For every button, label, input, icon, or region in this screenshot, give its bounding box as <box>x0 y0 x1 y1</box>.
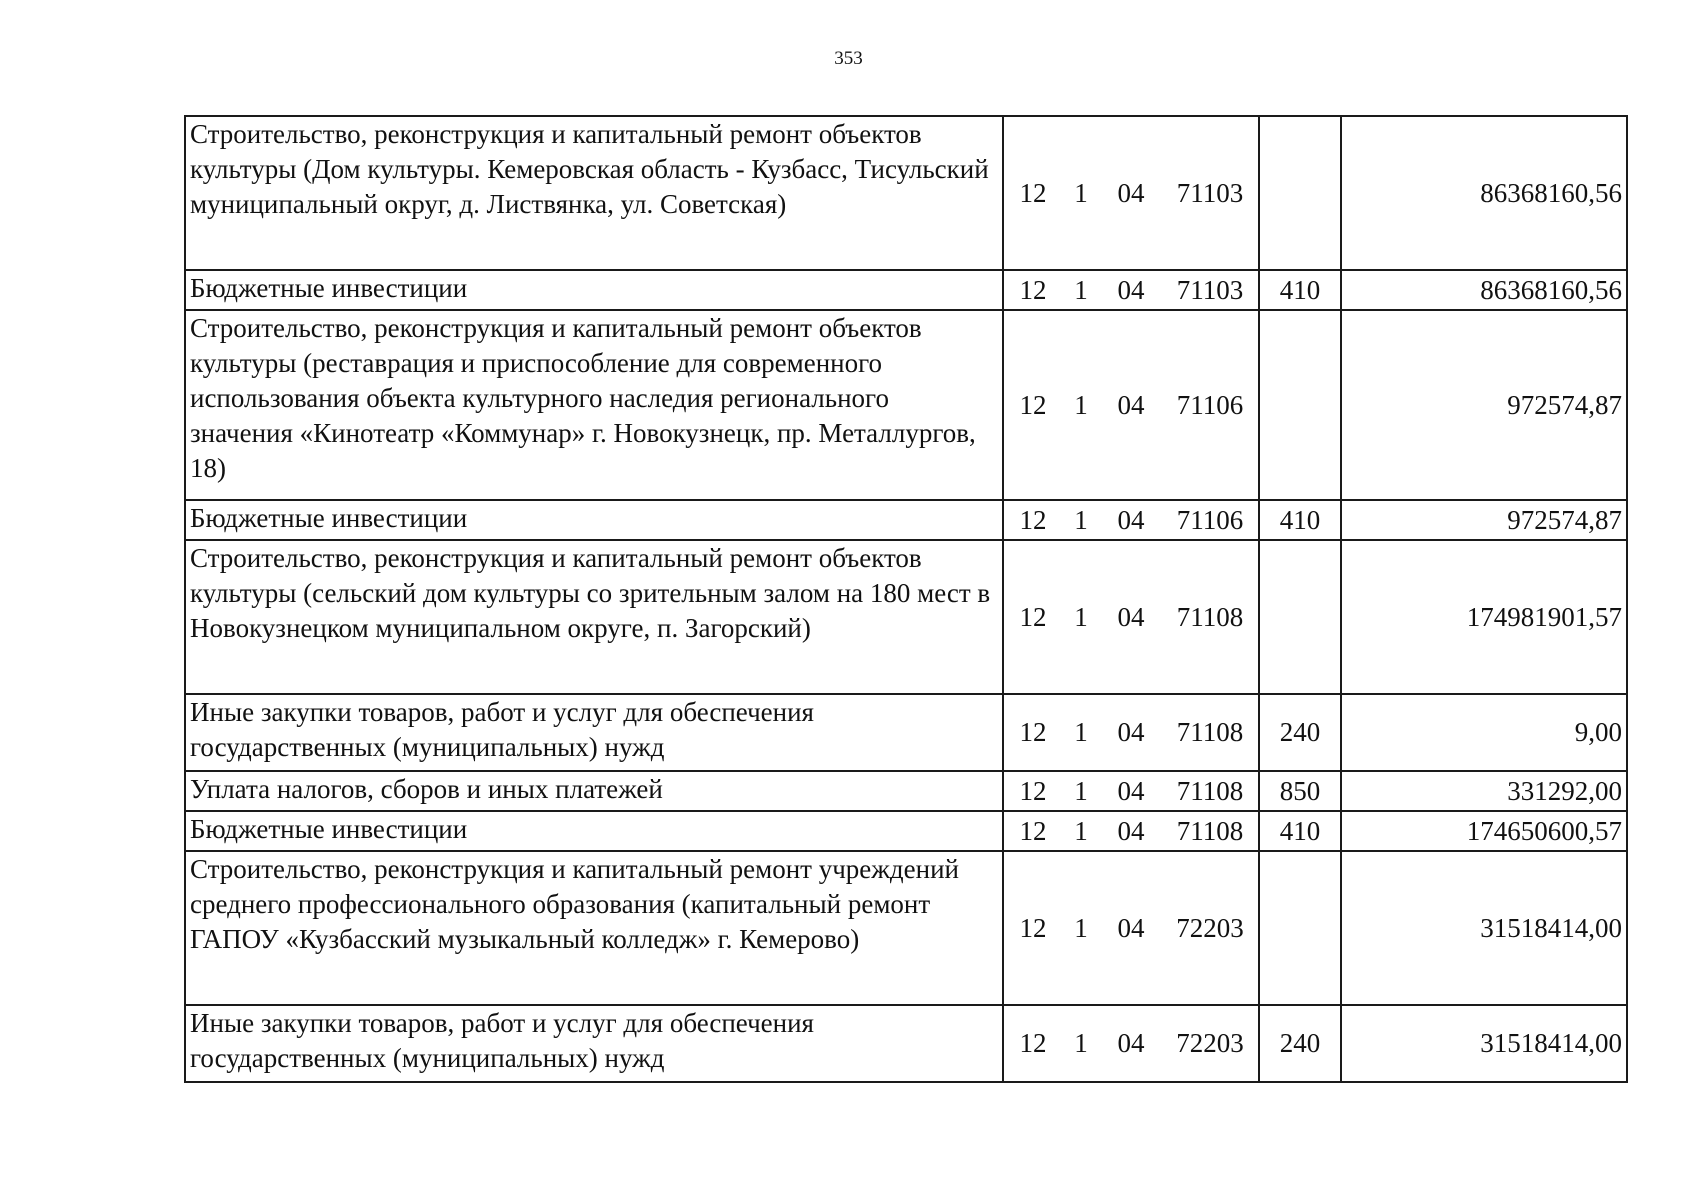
table-row <box>185 270 1627 310</box>
page-number: 353 <box>834 48 863 69</box>
code-program: 1 <box>1074 601 1088 632</box>
table-row <box>185 1005 1627 1082</box>
classification-codes <box>1003 116 1259 270</box>
code-direction: 71103 <box>1176 274 1244 305</box>
table-row <box>185 811 1627 851</box>
code-program: 1 <box>1074 815 1088 846</box>
classification-codes <box>1003 811 1259 851</box>
expense-kind: 410 <box>1259 270 1341 310</box>
item-name: Строительство, реконструкция и капитальный ремонт объектов культуры (Дом культуры. Кемеровская область - Кузбасс, Тисульский муниципальный округ, д. Листвянка, ул. Советская) <box>185 116 1003 270</box>
code-direction: 71106 <box>1176 504 1244 535</box>
code-direction: 71103 <box>1176 177 1244 208</box>
code-subprogram: 04 <box>1117 389 1145 420</box>
amount: 31518414,00 <box>1341 1005 1627 1082</box>
classification-codes <box>1003 771 1259 811</box>
code-direction: 71106 <box>1176 389 1244 420</box>
code-chapter: 12 <box>1019 912 1047 943</box>
code-direction: 71108 <box>1176 717 1244 747</box>
classification-codes <box>1003 310 1259 500</box>
item-name: Иные закупки товаров, работ и услуг для обеспечения государственных (муниципальных) нужд <box>185 694 1003 771</box>
amount: 86368160,56 <box>1341 270 1627 310</box>
amount: 31518414,00 <box>1341 851 1627 1005</box>
code-chapter: 12 <box>1019 274 1047 305</box>
item-name: Строительство, реконструкция и капитальный ремонт объектов культуры (сельский дом культуры со зрительным залом на 180 мест в Новокузнецком муниципальном округе, п. Загорский) <box>185 540 1003 694</box>
item-name: Иные закупки товаров, работ и услуг для обеспечения государственных (муниципальных) нужд <box>185 1005 1003 1082</box>
classification-codes <box>1003 270 1259 310</box>
classification-codes <box>1003 694 1259 771</box>
code-program: 1 <box>1074 775 1088 806</box>
code-program: 1 <box>1074 177 1088 208</box>
code-subprogram: 04 <box>1117 601 1145 632</box>
code-program: 1 <box>1074 912 1088 943</box>
code-subprogram: 04 <box>1117 1028 1145 1058</box>
amount: 972574,87 <box>1341 500 1627 540</box>
amount: 174981901,57 <box>1341 540 1627 694</box>
code-program: 1 <box>1074 717 1088 747</box>
table-row <box>185 500 1627 540</box>
classification-codes <box>1003 500 1259 540</box>
classification-codes <box>1003 540 1259 694</box>
expense-kind: 410 <box>1259 500 1341 540</box>
expense-kind <box>1259 540 1341 694</box>
code-subprogram: 04 <box>1117 274 1145 305</box>
code-subprogram: 04 <box>1117 775 1145 806</box>
code-program: 1 <box>1074 274 1088 305</box>
table-row <box>185 310 1627 500</box>
classification-codes <box>1003 1005 1259 1082</box>
item-name: Строительство, реконструкция и капитальный ремонт объектов культуры (реставрация и приспособление для современного использования объекта культурного наследия регионального значения «Кинотеатр «Коммунар» г. Новокузнецк, пр. Металлургов, 18) <box>185 310 1003 500</box>
amount: 86368160,56 <box>1341 116 1627 270</box>
table-row <box>185 540 1627 694</box>
code-subprogram: 04 <box>1117 717 1145 747</box>
table-row <box>185 771 1627 811</box>
code-chapter: 12 <box>1019 504 1047 535</box>
item-name: Строительство, реконструкция и капитальный ремонт учреждений среднего профессионального образования (капитальный ремонт ГАПОУ «Кузбасский музыкальный колледж» г. Кемерово) <box>185 851 1003 1005</box>
expense-kind <box>1259 116 1341 270</box>
code-program: 1 <box>1074 389 1088 420</box>
code-subprogram: 04 <box>1117 815 1145 846</box>
code-direction: 71108 <box>1176 775 1244 806</box>
expense-kind: 850 <box>1259 771 1341 811</box>
code-direction: 72203 <box>1176 912 1244 943</box>
expense-kind <box>1259 310 1341 500</box>
expense-kind: 410 <box>1259 811 1341 851</box>
amount: 972574,87 <box>1341 310 1627 500</box>
amount: 331292,00 <box>1341 771 1627 811</box>
code-chapter: 12 <box>1019 1028 1047 1058</box>
code-program: 1 <box>1074 504 1088 535</box>
code-direction: 71108 <box>1176 601 1244 632</box>
table-row <box>185 694 1627 771</box>
code-chapter: 12 <box>1019 177 1047 208</box>
classification-codes <box>1003 851 1259 1005</box>
item-name: Бюджетные инвестиции <box>185 811 1003 851</box>
code-subprogram: 04 <box>1117 177 1145 208</box>
code-chapter: 12 <box>1019 815 1047 846</box>
code-chapter: 12 <box>1019 775 1047 806</box>
amount: 9,00 <box>1341 694 1627 771</box>
item-name: Бюджетные инвестиции <box>185 500 1003 540</box>
table-row <box>185 851 1627 1005</box>
expense-kind: 240 <box>1259 694 1341 771</box>
code-program: 1 <box>1074 1028 1088 1058</box>
item-name: Бюджетные инвестиции <box>185 270 1003 310</box>
code-subprogram: 04 <box>1117 504 1145 535</box>
code-chapter: 12 <box>1019 601 1047 632</box>
code-subprogram: 04 <box>1117 912 1145 943</box>
expense-kind <box>1259 851 1341 1005</box>
expense-kind: 240 <box>1259 1005 1341 1082</box>
table-row <box>185 116 1627 270</box>
code-chapter: 12 <box>1019 389 1047 420</box>
code-direction: 71108 <box>1176 815 1244 846</box>
item-name: Уплата налогов, сборов и иных платежей <box>185 771 1003 811</box>
code-chapter: 12 <box>1019 717 1047 747</box>
amount: 174650600,57 <box>1341 811 1627 851</box>
code-direction: 72203 <box>1176 1028 1244 1058</box>
budget-table <box>184 115 1628 1083</box>
